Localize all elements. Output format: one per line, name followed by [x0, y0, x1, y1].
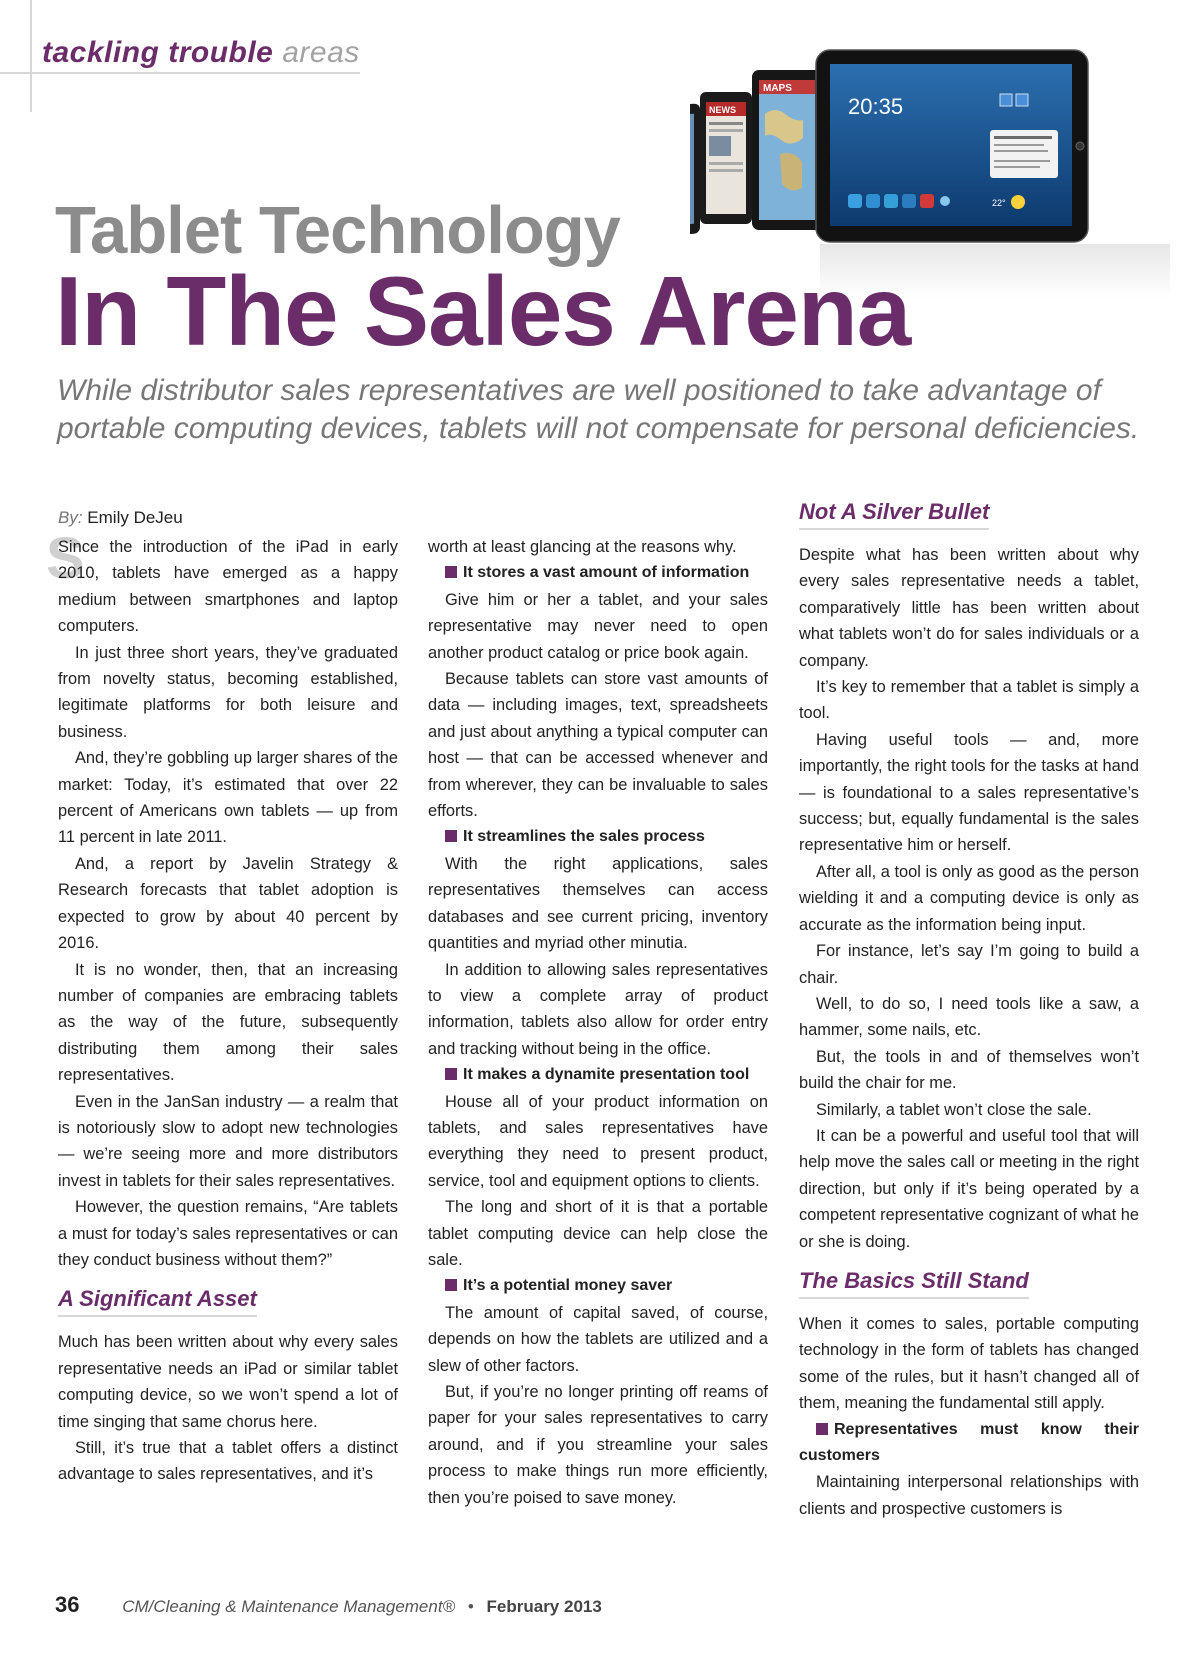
- subhead-basics-still-stand: The Basics Still Stand: [799, 1267, 1029, 1299]
- paragraph: Despite what has been written about why every sales representative needs a tablet, comparatively little has been written about what tablets won’t do for sales individuals or a company.: [799, 546, 1139, 670]
- bullet-heading-text: It makes a dynamite presentation tool: [463, 1066, 750, 1084]
- paragraph: Maintaining interpersonal relationships with clients and prospective customers is: [799, 1473, 1139, 1518]
- page-footer: [55, 1592, 602, 1618]
- bullet-square-icon: [445, 830, 457, 842]
- paragraph: The long and short of it is that a portable tablet computing device can help close the sale.: [428, 1198, 768, 1269]
- paragraph: After all, a tool is only as good as the person wielding it and a computing device is only as accurate as the information being input.: [799, 862, 1139, 934]
- bullet-heading: [428, 1062, 768, 1088]
- byline-author: Emily DeJeu: [87, 508, 183, 527]
- subhead-significant-asset: A Significant Asset: [58, 1285, 257, 1317]
- paragraph: However, the question remains, “Are tablets a must for today’s sales representatives or can they conduct business without them?”: [58, 1198, 398, 1269]
- paragraph: It is no wonder, then, that an increasing number of companies are embracing tablets as the way of the future, subsequently distributing them among their sales representatives.: [58, 960, 398, 1085]
- bullet-square-icon: [445, 1279, 457, 1291]
- paragraph: With the right applications, sales representatives themselves can access databases and see current pricing, inventory quantities and myriad other minutia.: [428, 854, 768, 953]
- bullet-heading: [428, 824, 768, 850]
- column-2: [428, 534, 768, 1511]
- bullet-heading-text: Representatives must know their customers: [799, 1420, 1139, 1464]
- news-tile-label: NEWS: [709, 105, 736, 115]
- footer-separator: •: [467, 1597, 474, 1616]
- paragraph: In addition to allowing sales representatives to view a complete array of product information, tablets also allow for order entry and tracking without being in the office.: [428, 960, 768, 1058]
- bullet-heading: [428, 560, 768, 586]
- corner-rule-vertical: [30, 0, 32, 112]
- bullet-square-icon: [816, 1423, 828, 1435]
- bullet-square-icon: [445, 1068, 457, 1080]
- headline-line-2: In The Sales Arena: [55, 256, 911, 366]
- paragraph: Because tablets can store vast amounts of data — including images, text, spreadsheets and just about anything a typical computer can host — that can be accessed whenever and from wherever, they can be invaluable to sales efforts.: [428, 670, 768, 821]
- paragraph: Since the introduction of the iPad in early 2010, tablets have emerged as a happy medium between smartphones and laptop computers.: [58, 538, 398, 636]
- paragraph: It can be a powerful and useful tool that will help move the sales call or meeting in the right direction, but only if it’s being operated by a competent representative cognizant of what he or she is doing.: [799, 1126, 1139, 1251]
- paragraph: Having useful tools — and, more importantly, the right tools for the tasks at hand — is foundational to a sales representative’s success; but, equally fundamental is the sales representative him or herself.: [799, 730, 1139, 855]
- section-label-secondary: areas: [282, 36, 360, 69]
- paragraph: But, the tools in and of themselves won’t build the chair for me.: [799, 1047, 1139, 1093]
- subhead-not-a-silver-bullet: Not A Silver Bullet: [799, 498, 989, 530]
- tablet-back-1: [690, 103, 700, 236]
- bullet-heading-text: It stores a vast amount of information: [463, 564, 750, 582]
- issue-date: February 2013: [486, 1597, 602, 1616]
- column-1: [58, 534, 398, 1488]
- maps-tile-label: MAPS: [763, 83, 792, 94]
- bullet-heading: [428, 1273, 768, 1299]
- paragraph: Well, to do so, I need tools like a saw, a hammer, some nails, etc.: [799, 994, 1139, 1040]
- byline-prefix: By:: [58, 508, 83, 527]
- tablet-temperature: 22°: [992, 198, 1006, 208]
- deck-subtitle: While distributor sales representatives are well positioned to take advantage of portable computing devices, tablets will not compensate for personal deficiencies.: [57, 374, 1140, 445]
- tablet-back-news: [700, 92, 752, 224]
- paragraph: For instance, let’s say I’m going to build a chair.: [799, 942, 1139, 987]
- paragraph: House all of your product information on tablets, and sales representatives have everything they need to present product, service, tool and equipment options to clients.: [428, 1092, 768, 1190]
- paragraph: worth at least glancing at the reasons why.: [428, 538, 737, 556]
- paragraph: The amount of capital saved, of course, depends on how the tablets are utilized and a slew of other factors.: [428, 1303, 768, 1375]
- bullet-square-icon: [445, 566, 457, 578]
- paragraph: Much has been written about why every sales representative needs an iPad or similar tablet computing device, so we won’t spend a lot of time singing that same chorus here.: [58, 1333, 398, 1431]
- tablet-clock: 20:35: [848, 94, 904, 119]
- bullet-heading-text: It’s a potential money saver: [463, 1277, 673, 1295]
- paragraph: When it comes to sales, portable computing technology in the form of tablets has changed some of the rules, but it hasn’t changed all of them, meaning the fundamental still apply.: [799, 1314, 1139, 1413]
- page-number: 36: [55, 1592, 80, 1617]
- paragraph: Still, it’s true that a tablet offers a distinct advantage to sales representatives, and it’s: [58, 1439, 398, 1484]
- bullet-heading: [799, 1417, 1139, 1470]
- byline: [58, 508, 183, 528]
- paragraph: And, a report by Javelin Strategy & Research forecasts that tablet adoption is expected to grow by about 40 percent by 2016.: [58, 854, 398, 953]
- drop-cap-decoration: S: [46, 526, 85, 591]
- corner-rule-horizontal: [0, 72, 360, 74]
- paragraph: Give him or her a tablet, and your sales representative may never need to open another product catalog or price book again.: [428, 590, 768, 662]
- section-label: [42, 36, 360, 70]
- paragraph: Similarly, a tablet won’t close the sale.: [816, 1100, 1092, 1119]
- publication-name: CM/Cleaning & Maintenance Management®: [122, 1597, 456, 1616]
- paragraph: It’s key to remember that a tablet is simply a tool.: [799, 678, 1139, 723]
- bullet-heading-text: It streamlines the sales process: [463, 828, 705, 846]
- tablet-back-maps: [752, 70, 822, 230]
- paragraph: Even in the JanSan industry — a realm that is notoriously slow to adopt new technologies — we’re seeing more and more distributors invest in tablets for their sales representatives.: [58, 1092, 398, 1190]
- paragraph: But, if you’re no longer printing off reams of paper for your sales representatives to carry around, and if you streamline your sales process to make things run more efficiently, then you’re poised to save money.: [428, 1383, 768, 1507]
- tablet-front: [816, 50, 1088, 242]
- headline-line-1: Tablet Technology: [55, 193, 620, 268]
- paragraph: And, they’re gobbling up larger shares of the market: Today, it’s estimated that over 22 percent of Americans own tablets — up from 11 percent in late 2011.: [58, 749, 398, 847]
- paragraph: In just three short years, they’ve graduated from novelty status, becoming established, legitimate platforms for both leisure and business.: [58, 643, 398, 741]
- column-3: [799, 486, 1139, 1522]
- section-label-primary: tackling trouble: [42, 36, 274, 69]
